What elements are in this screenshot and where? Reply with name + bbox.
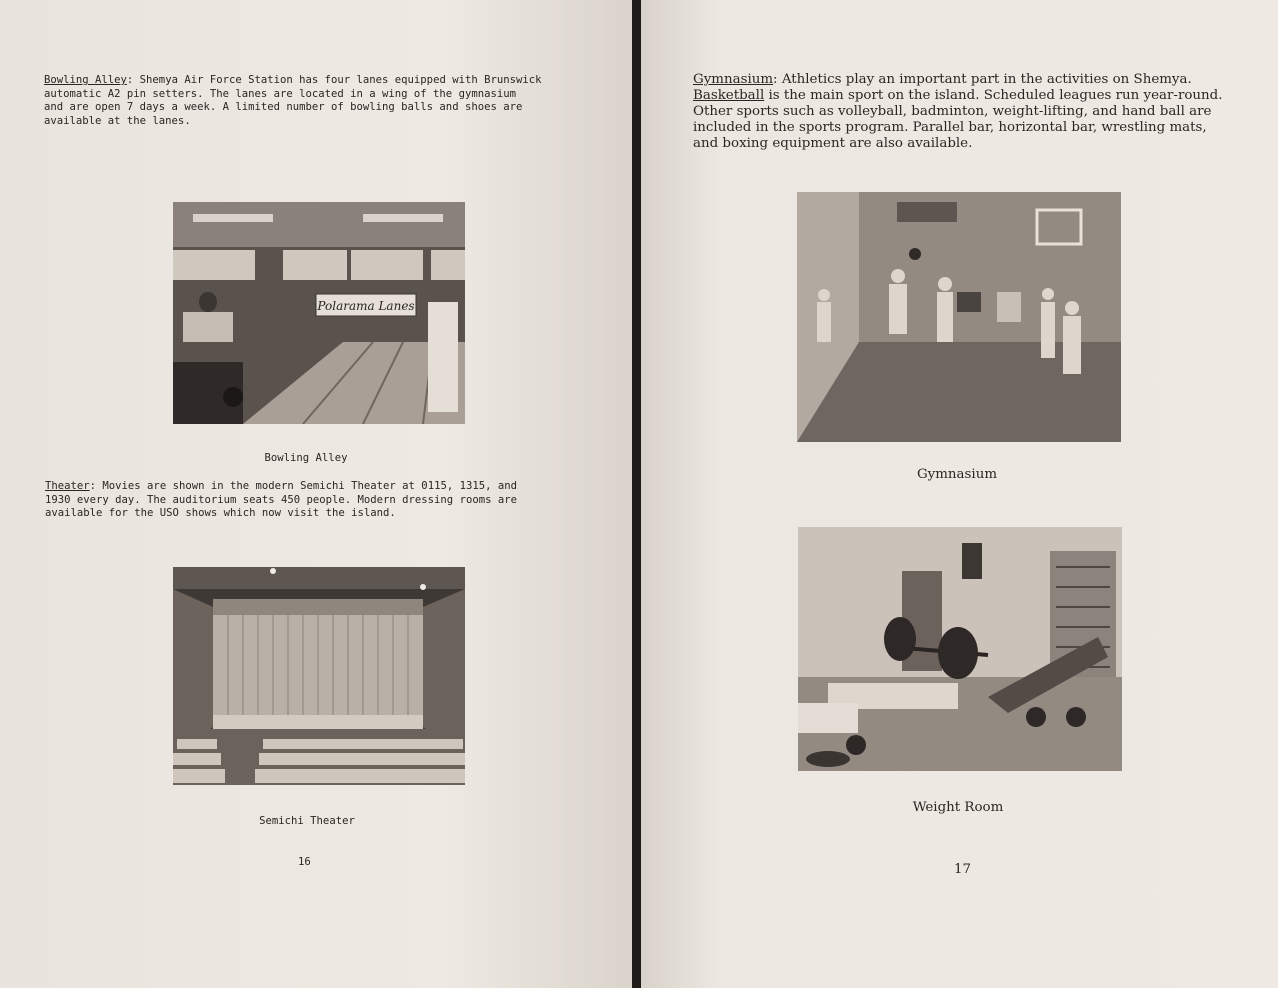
bowling-line-4: available at the lanes.	[44, 114, 191, 127]
theater-caption: Semichi Theater	[259, 815, 355, 827]
gymnasium-caption: Gymnasium	[916, 467, 998, 482]
theater-line-3: available for the USO shows which now visit the island.	[45, 507, 396, 519]
right-page	[641, 0, 1278, 988]
weight-room-photo	[798, 527, 1122, 771]
bowling-caption: Bowling Alley	[264, 452, 348, 464]
gymnasium-line-1: : Athletics play an important part in the activities on Shemya.	[773, 72, 1192, 87]
theater-heading: Theater	[45, 480, 90, 492]
theater-line-2: 1930 every day. The auditorium seats 450 people. Modern dressing rooms are	[45, 493, 517, 506]
semichi-theater-photo	[173, 567, 465, 785]
gymnasium-heading: Gymnasium	[693, 72, 774, 87]
left-page	[0, 0, 636, 988]
page-number-16: 16	[298, 856, 311, 868]
bowling-sign-text: Polarama Lanes	[317, 299, 415, 313]
gymnasium-photo	[797, 192, 1121, 442]
bowling-line-3: and are open 7 days a week. A limited number of bowling balls and shoes are	[44, 101, 523, 113]
gymnasium-paragraph	[693, 72, 1263, 152]
gymnasium-line-5: and boxing equipment are also available.	[693, 136, 973, 151]
theater-line-1: : Movies are shown in the modern Semichi Theater at 0115, 1315, and	[89, 480, 517, 492]
gymnasium-line-4: included in the sports program. Parallel bar, horizontal bar, wrestling mats,	[693, 120, 1207, 135]
page-number-17: 17	[954, 862, 972, 877]
weight-room-caption: Weight Room	[912, 800, 1004, 815]
gymnasium-line-2: is the main sport on the island. Scheduled leagues run year-round.	[764, 88, 1223, 103]
bowling-line-1: : Shemya Air Force Station has four lanes equipped with Brunswick	[126, 74, 542, 86]
theater-paragraph	[45, 480, 605, 521]
bowling-alley-photo	[173, 202, 465, 424]
bowling-paragraph	[44, 74, 604, 128]
basketball-word: Basketball	[693, 88, 765, 103]
gymnasium-line-3: Other sports such as volleyball, badminton, weight-lifting, and hand ball are	[693, 104, 1212, 119]
bowling-line-2: automatic A2 pin setters. The lanes are located in a wing of the gymnasium	[44, 87, 516, 100]
bowling-heading: Bowling Alley	[44, 74, 127, 86]
